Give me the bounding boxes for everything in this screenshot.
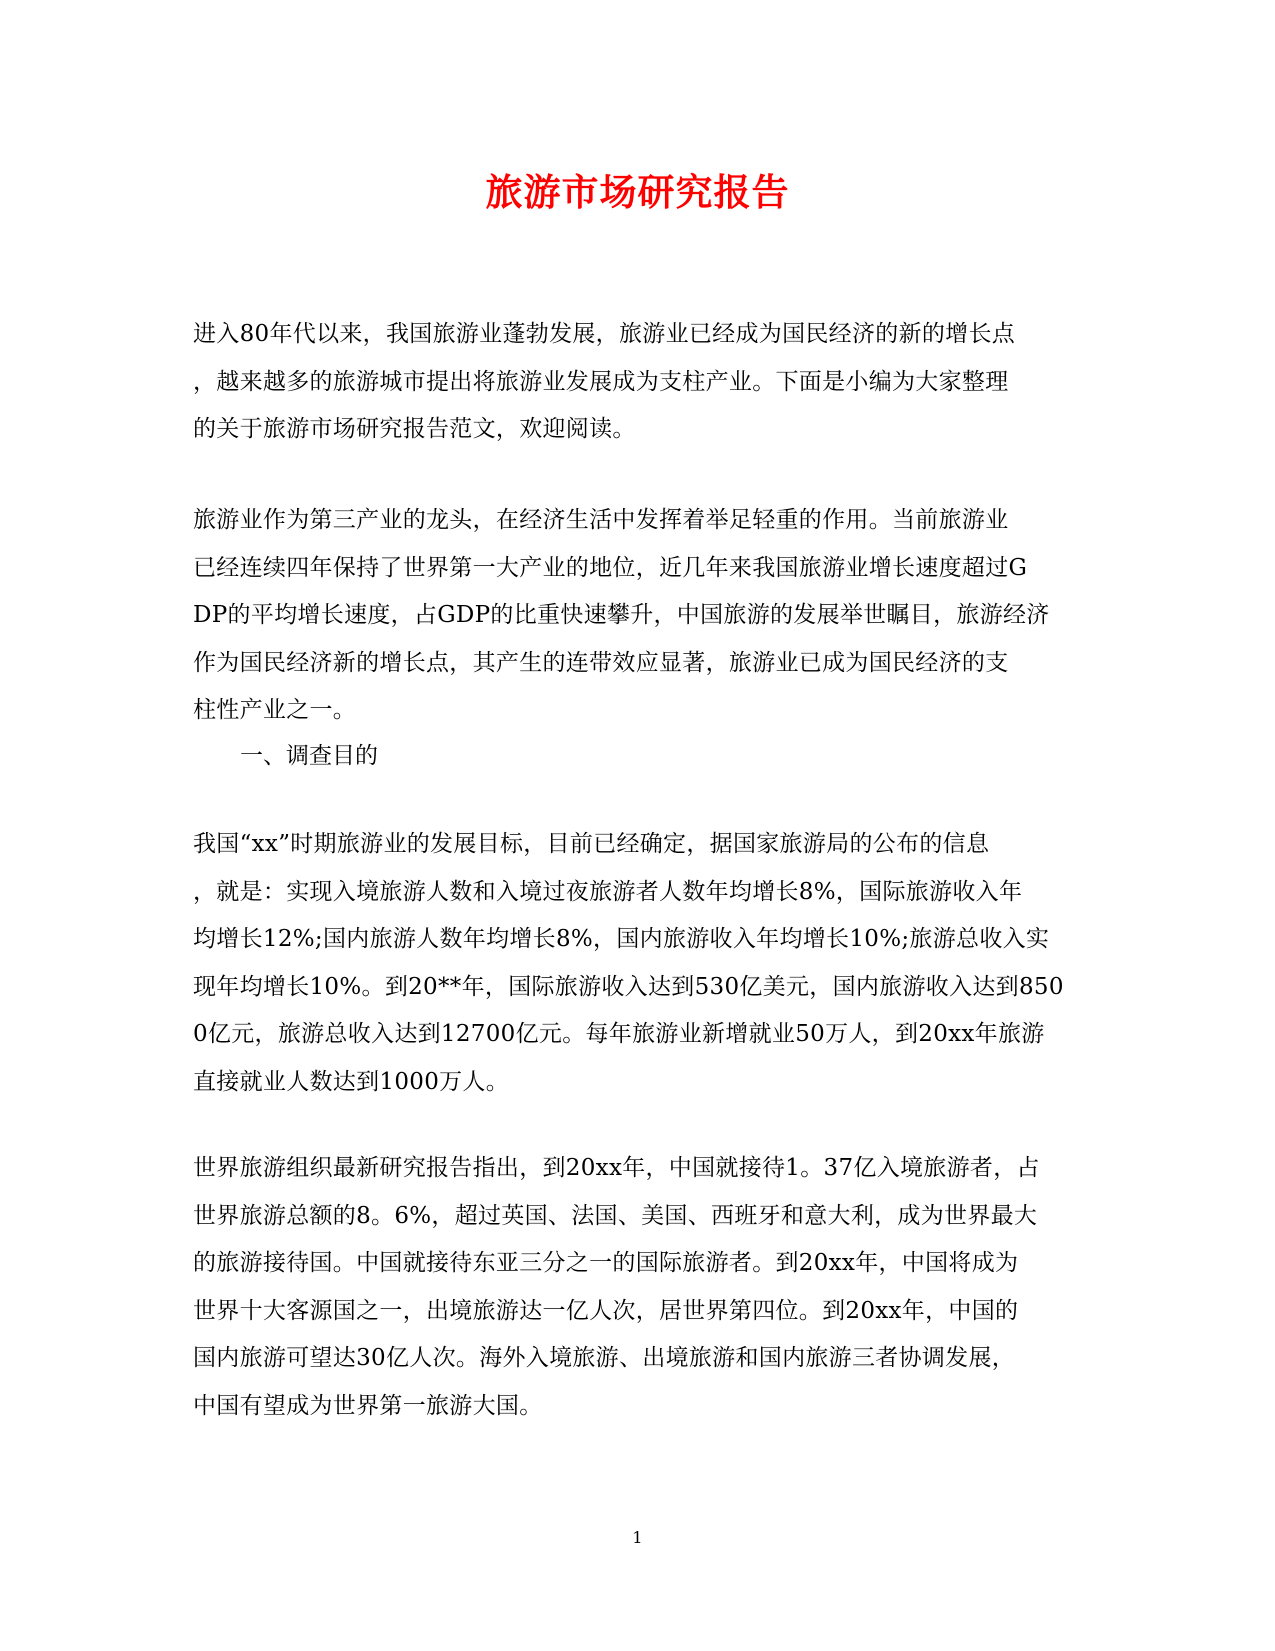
paragraph-line: 柱性产业之一。	[193, 697, 357, 723]
paragraph-line: 现年均增长10%。到20**年，国际旅游收入达到530亿美元，国内旅游收入达到850	[193, 973, 1064, 1000]
paragraph-line: 0亿元，旅游总收入达到12700亿元。每年旅游业新增就业50万人，到20xx年旅游	[193, 1021, 1045, 1047]
paragraph-line: 我国“xx”时期旅游业的发展目标，目前已经确定，据国家旅游局的公布的信息	[193, 831, 990, 857]
paragraph-line: 世界旅游组织最新研究报告指出，到20xx年，中国就接待1。37亿入境旅游者，占	[193, 1155, 1040, 1181]
paragraph-line: 直接就业人数达到1000万人。	[193, 1068, 510, 1095]
paragraph-background	[193, 497, 1083, 735]
paragraph-line: 的旅游接待国。中国就接待东亚三分之一的国际旅游者。到20xx年，中国将成为	[193, 1250, 1019, 1276]
paragraph-line: 旅游业作为第三产业的龙头，在经济生活中发挥着举足轻重的作用。当前旅游业	[193, 507, 1009, 533]
paragraph-line: 世界旅游总额的8。6%，超过英国、法国、美国、西班牙和意大利，成为世界最大	[193, 1202, 1038, 1229]
document-title: 旅游市场研究报告	[485, 170, 790, 214]
page-number: 1	[632, 1528, 643, 1547]
paragraph-line: 国内旅游可望达30亿人次。海外入境旅游、出境旅游和国内旅游三者协调发展，	[193, 1345, 1016, 1371]
paragraph-intro	[193, 311, 1083, 454]
paragraph-line: DP的平均增长速度，占GDP的比重快速攀升，中国旅游的发展举世瞩目，旅游经济	[193, 602, 1050, 628]
paragraph-line: ，就是：实现入境旅游人数和入境过夜旅游者人数年均增长8%，国际旅游收入年	[193, 878, 1023, 905]
paragraph-line: 中国有望成为世界第一旅游大国。	[193, 1392, 543, 1419]
paragraph-line: ，越来越多的旅游城市提出将旅游业发展成为支柱产业。下面是小编为大家整理	[193, 368, 1009, 395]
paragraph-goals	[193, 821, 1083, 1106]
paragraph-line: 世界十大客源国之一，出境旅游达一亿人次，居世界第四位。到20xx年，中国的	[193, 1297, 1019, 1324]
paragraph-line: 已经连续四年保持了世界第一大产业的地位，近几年来我国旅游业增长速度超过G	[193, 554, 1028, 581]
paragraph-line: 的关于旅游市场研究报告范文，欢迎阅读。	[193, 416, 636, 442]
paragraph-line: 进入80年代以来，我国旅游业蓬勃发展，旅游业已经成为国民经济的新的增长点	[193, 321, 1016, 347]
paragraph-line: 作为国民经济新的增长点，其产生的连带效应显著，旅游业已成为国民经济的支	[193, 649, 1009, 676]
paragraph-forecast	[193, 1145, 1083, 1430]
paragraph-line: 均增长12%;国内旅游人数年均增长8%，国内旅游收入年均增长10%;旅游总收入实	[193, 926, 1050, 952]
section-heading: 一、调查目的	[240, 743, 378, 769]
